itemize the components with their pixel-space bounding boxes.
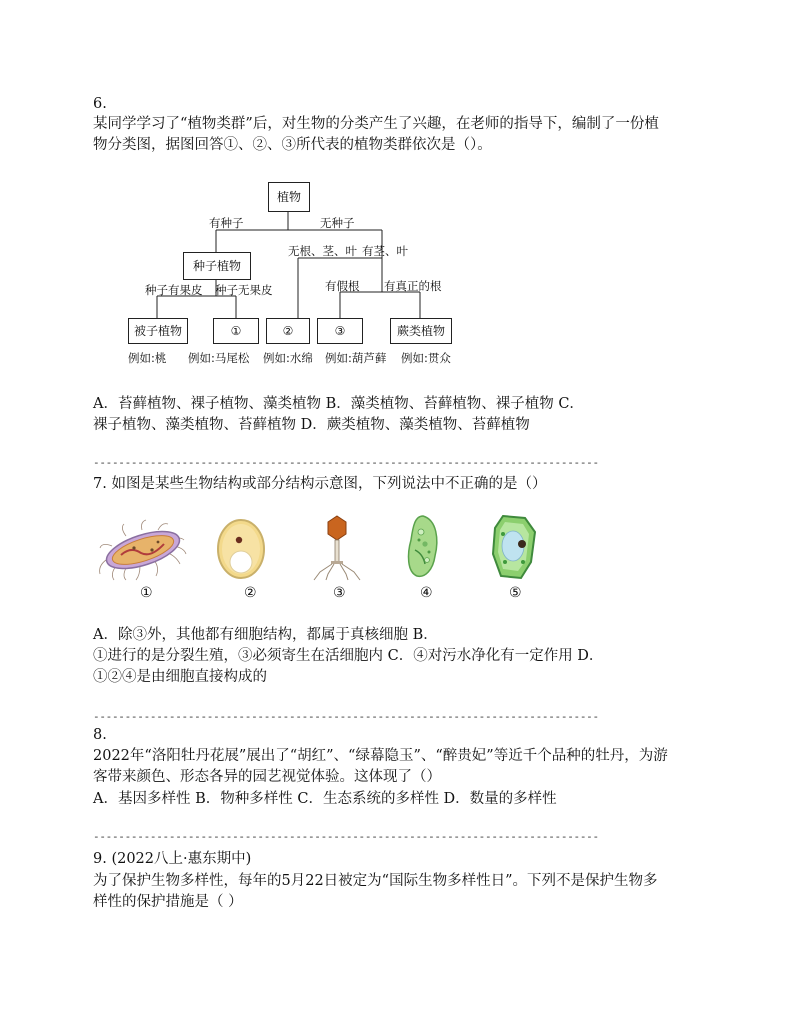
edge-seed-without-peel: 种子无果皮 — [215, 283, 273, 297]
example-4: 例如:葫芦藓 — [325, 351, 387, 365]
edge-has-seed: 有种子 — [209, 216, 244, 230]
edge-true-root: 有真正的根 — [384, 279, 442, 293]
q6-number: 6. — [93, 96, 107, 112]
q7-stem: 7. 如图是某些生物结构或部分结构示意图，下列说法中不正确的是（） — [93, 476, 547, 492]
q6-stem-line1: 某同学学习了“植物类群”后，对生物的分类产生了兴趣，在老师的指导下，编制了一份植 — [93, 116, 659, 132]
example-5: 例如:贯众 — [401, 351, 451, 365]
q9-header: 9. (2022八上·惠东期中) — [93, 851, 252, 867]
q9-stem-line2: 样性的保护措施是（ ） — [93, 894, 243, 910]
q9-stem-line1: 为了保护生物多样性，每年的5月22日被定为“国际生物多样性日”。下列不是保护生物多 — [93, 873, 658, 889]
node-blank-2: ② — [266, 318, 310, 344]
edge-has-stem-leaf: 有茎、叶 — [362, 244, 408, 258]
node-blank-3: ③ — [317, 318, 363, 344]
q7-option-line2: ①进行的是分裂生殖，③必须寄生在活细胞内 C．④对污水净化有一定作用 D． — [93, 648, 604, 664]
q8-stem-line1: 2022年“洛阳牡丹花展”展出了“胡红”、“绿幕隐玉”、“醉贵妃”等近千个品种的牡丹，为游 — [93, 748, 668, 764]
label-organism-5: ⑤ — [509, 585, 522, 601]
q6-options-line1: A．苔藓植物、裸子植物、藻类植物 B．藻类植物、苔藓植物、裸子植物 C． — [93, 396, 584, 412]
bacterium-image — [96, 520, 188, 582]
edge-no-root-stem-leaf: 无根、茎、叶 — [288, 244, 357, 258]
node-blank-1: ① — [213, 318, 259, 344]
edge-false-root: 有假根 — [325, 279, 360, 293]
separator-3: -------------------------------------------------------------------------------- — [93, 830, 599, 843]
q7-option-line3: ①②④是由细胞直接构成的 — [93, 669, 267, 685]
node-seed-plant: 种子植物 — [183, 252, 251, 280]
q7-option-line1: A．除③外，其他都有细胞结构，都属于真核细胞 B． — [93, 627, 438, 643]
q6-stem-line2: 物分类图，据图回答①、②、③所代表的植物类群依次是（）。 — [93, 137, 492, 153]
q8-number: 8. — [93, 727, 107, 743]
plant-cell-image — [491, 514, 537, 580]
node-fern: 蕨类植物 — [390, 318, 452, 344]
node-angiosperm: 被子植物 — [128, 318, 188, 344]
separator-1: -------------------------------------------------------------------------------- — [93, 456, 599, 469]
yeast-cell-image — [215, 518, 267, 580]
separator-2: -------------------------------------------------------------------------------- — [93, 710, 599, 723]
example-2: 例如:马尾松 — [188, 351, 250, 365]
edge-seed-with-peel: 种子有果皮 — [145, 283, 203, 297]
label-organism-1: ① — [140, 585, 153, 601]
paramecium-image — [403, 514, 443, 580]
example-1: 例如:桃 — [128, 351, 167, 365]
label-organism-2: ② — [244, 585, 257, 601]
label-organism-4: ④ — [420, 585, 433, 601]
q8-options: A．基因多样性 B．物种多样性 C．生态系统的多样性 D．数量的多样性 — [93, 791, 557, 807]
q8-stem-line2: 客带来颜色、形态各异的园艺视觉体验。这体现了（） — [93, 769, 441, 785]
label-organism-3: ③ — [333, 585, 346, 601]
node-plant: 植物 — [268, 182, 310, 212]
edge-no-seed: 无种子 — [320, 216, 355, 230]
q6-options-line2: 裸子植物、藻类植物、苔藓植物 D．蕨类植物、藻类植物、苔藓植物 — [93, 417, 530, 433]
example-3: 例如:水绵 — [263, 351, 313, 365]
bacteriophage-image — [306, 514, 368, 580]
